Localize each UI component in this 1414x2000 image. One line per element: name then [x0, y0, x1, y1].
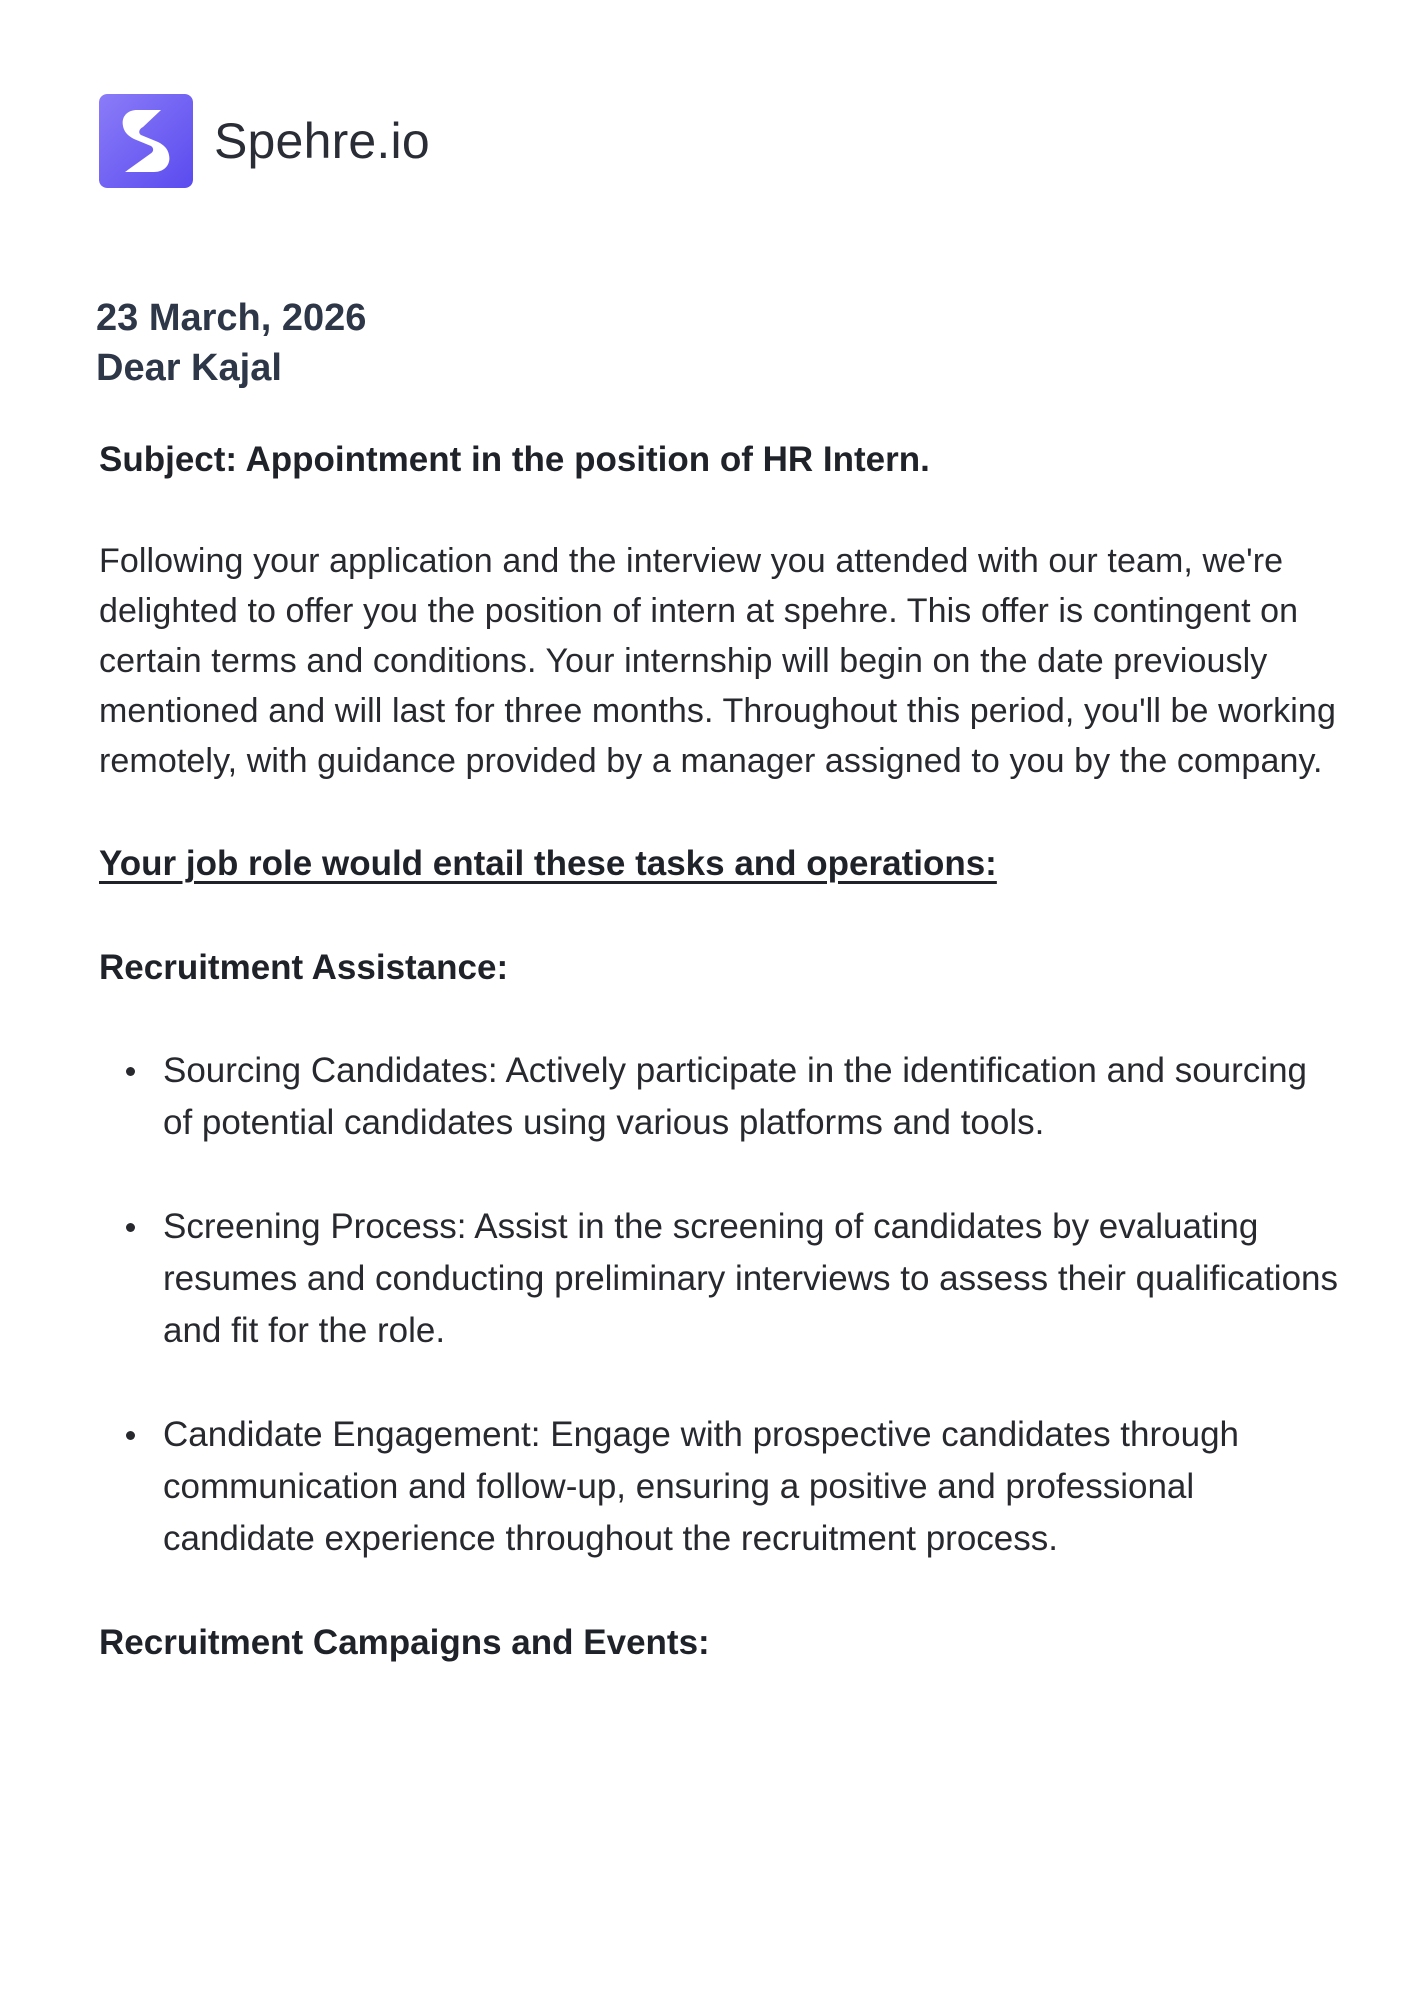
- list-item-text: Candidate Engagement: Engage with prospective candidates through communication and follow-up, ensuring a positive and professional candidate experience throughout the recruitment process.: [163, 1415, 1240, 1558]
- list-item: [163, 1409, 1339, 1565]
- bullet-icon: [126, 1431, 135, 1440]
- intro-paragraph: Following your application and the interview you attended with our team, we're delighted to offer you the position of intern at spehre. This offer is contingent on certain terms and conditions. Your internship will begin on the date previously mentioned and will last for three months. Throughout this period, you'll be working remotely, with guidance provided by a manager assigned to you by the company.: [99, 542, 1336, 780]
- brand-header: [99, 94, 430, 188]
- bullet-icon: [126, 1067, 135, 1076]
- section-heading-recruitment-campaigns: Recruitment Campaigns and Events:: [99, 1623, 710, 1662]
- salutation: Dear Kajal: [96, 347, 282, 389]
- bullet-icon: [126, 1223, 135, 1232]
- letter-date: 23 March, 2026: [96, 297, 367, 339]
- letter-body: [99, 434, 1339, 1669]
- list-item-text: Sourcing Candidates: Actively participate in the identification and sourcing of potential candidates using various platforms and tools.: [163, 1051, 1308, 1142]
- list-item: [163, 1201, 1339, 1357]
- s-logo-icon: [99, 94, 193, 188]
- list-item: [163, 1045, 1339, 1149]
- section-heading-recruitment-assistance: Recruitment Assistance:: [99, 948, 509, 987]
- job-role-heading: Your job role would entail these tasks and operations:: [99, 844, 997, 883]
- task-list: [99, 1045, 1339, 1565]
- brand-name: Spehre.io: [214, 113, 430, 169]
- list-item-text: Screening Process: Assist in the screening of candidates by evaluating resumes and conducting preliminary interviews to assess their qualifications and fit for the role.: [163, 1207, 1338, 1350]
- subject-line: Subject: Appointment in the position of HR Intern.: [99, 440, 930, 479]
- letter-header: [96, 293, 366, 393]
